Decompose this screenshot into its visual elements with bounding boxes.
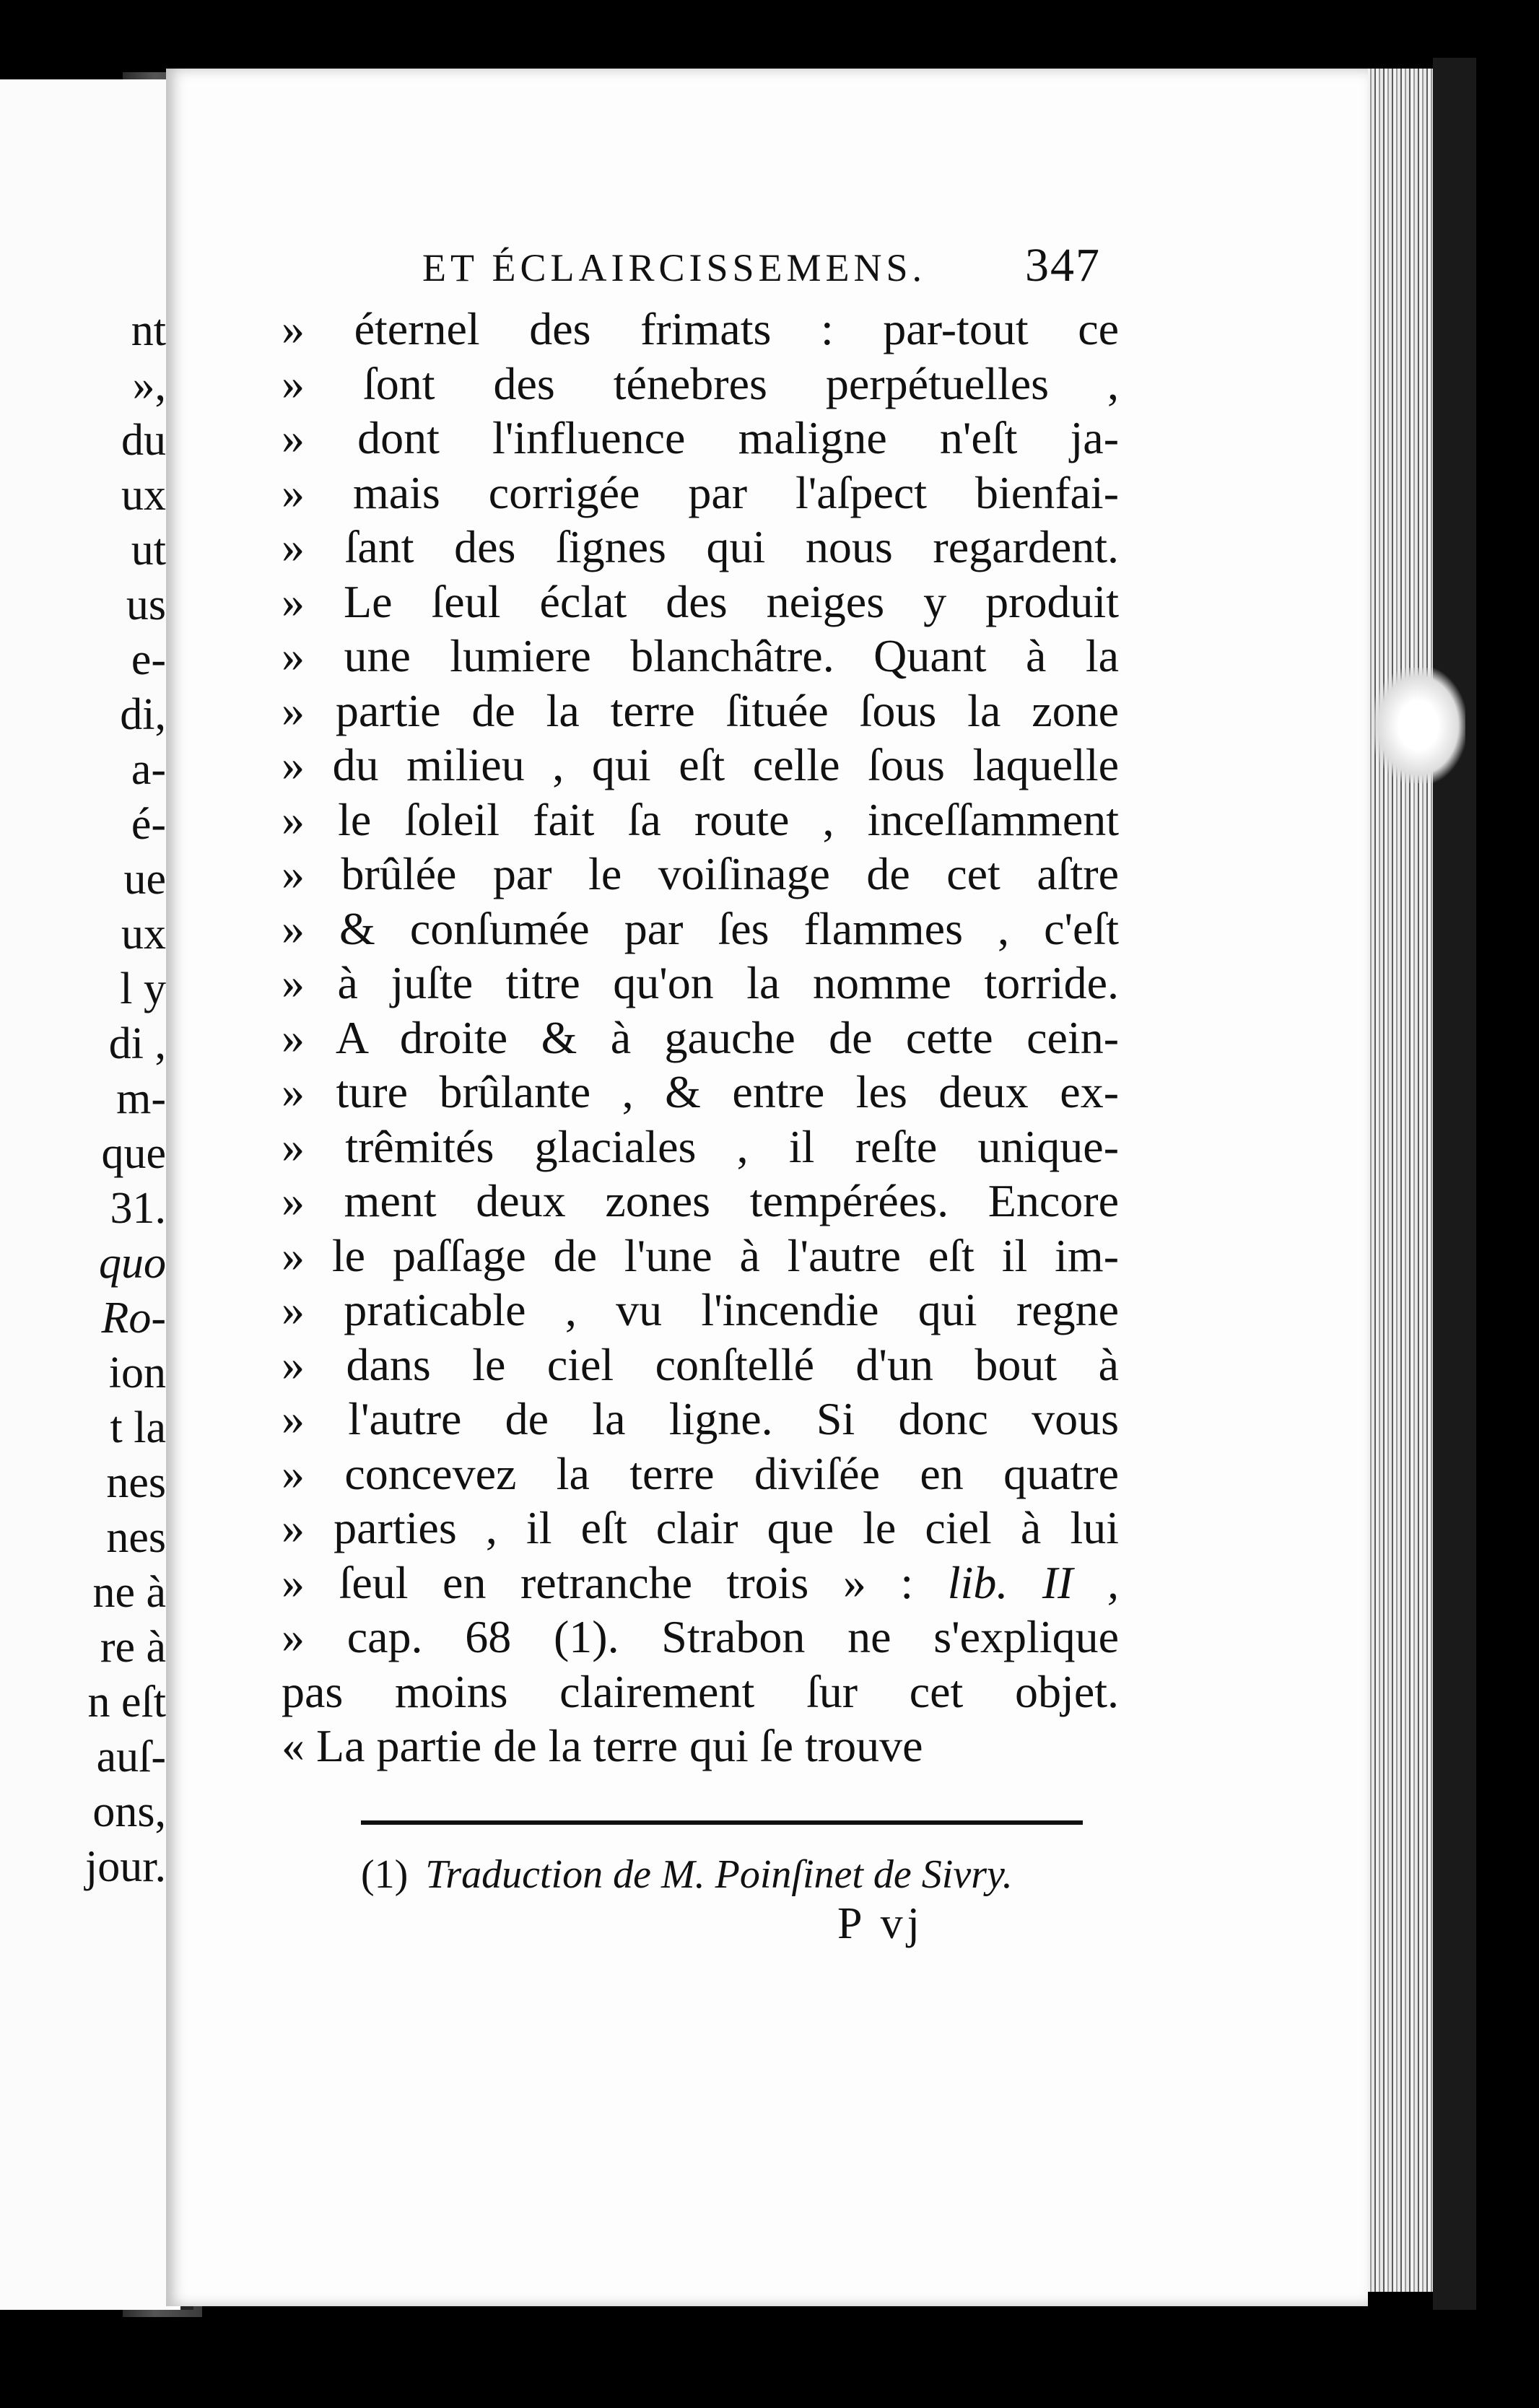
left-page-fragment: t la <box>110 1403 166 1452</box>
page-number: 347 <box>1025 239 1101 292</box>
left-page-fragment: que <box>101 1129 166 1178</box>
signature-mark: P vj <box>837 1899 924 1948</box>
text-line: » du milieu , qui eſt celle ſous laquelle <box>282 739 1119 790</box>
running-head: ET ÉCLAIRCISSEMENS. <box>422 246 927 289</box>
body-text <box>282 302 1119 1774</box>
text-line-main: » cap. 68 (1). Strabon ne s'explique <box>282 1611 1119 1662</box>
text-line: » ture brûlante , & entre les deux ex- <box>282 1066 1119 1117</box>
citation-reference: lib. II , <box>947 1556 1119 1608</box>
text-line: » ment deux zones tempérées. Encore <box>282 1175 1119 1226</box>
left-page-fragment: ux <box>121 471 166 520</box>
left-page-fragment: », <box>132 361 166 410</box>
left-page-fragment: re à <box>100 1623 166 1672</box>
left-page-fragment: Ro- <box>101 1294 166 1343</box>
left-page-fragment: a- <box>131 745 166 794</box>
left-page-text-fragments <box>0 303 173 1894</box>
text-line: » à juſte titre qu'on la nomme torride. <box>282 957 1119 1008</box>
left-page-fragment: 31. <box>110 1184 166 1233</box>
text-line: » A droite & à gauche de cette cein- <box>282 1011 1119 1063</box>
text-line: « La partie de la terre qui ſe trouve <box>282 1720 923 1771</box>
text-line: » trêmités glaciales , il reſte unique- <box>282 1120 1119 1172</box>
text-line: » praticable , vu l'incendie qui regne <box>282 1284 1119 1335</box>
left-page-fragment: du <box>121 416 166 465</box>
left-page-fragment: ion <box>108 1348 166 1397</box>
text-line: » le ſoleil fait ſa route , inceſſamment <box>282 793 1119 845</box>
footnote-rule <box>361 1820 1083 1825</box>
left-page-fragment: é- <box>131 800 166 849</box>
left-page-fragment: auſ- <box>96 1732 166 1781</box>
text-line-main: » ſeul en retranche trois » : <box>282 1556 948 1608</box>
text-line: » éternel des frimats : par-tout ce <box>282 303 1119 354</box>
left-page-fragment: m- <box>116 1074 166 1123</box>
text-line: » dans le ciel conſtellé d'un bout à <box>282 1338 1119 1390</box>
footnote-number: (1) <box>361 1852 409 1897</box>
left-page-fragment: ut <box>131 525 166 575</box>
left-page-fragment: di, <box>120 690 166 739</box>
text-line <box>282 1610 1119 1665</box>
paper-tear-mark <box>1372 668 1465 783</box>
text-line: pas moins clairement ſur cet objet. <box>282 1665 1119 1717</box>
text-line: » Le ſeul éclat des neiges y produit <box>282 575 1119 627</box>
left-page-fragment: ne à <box>92 1568 166 1617</box>
text-line: » partie de la terre ſituée ſous la zone <box>282 684 1119 736</box>
left-page-fragment: l y <box>120 964 166 1013</box>
text-line <box>282 1556 1119 1610</box>
text-line: » & conſumée par ſes flammes , c'eſt <box>282 902 1119 954</box>
left-page-fragment: n eſt <box>87 1678 166 1727</box>
text-line: » une lumiere blanchâtre. Quant à la <box>282 630 1119 681</box>
left-page-fragment: nes <box>106 1513 166 1562</box>
left-page-fragment: nt <box>131 306 166 355</box>
left-page-fragment: di , <box>108 1019 166 1068</box>
left-page-fragment: jour. <box>85 1842 166 1891</box>
footnote <box>361 1851 1112 1898</box>
left-page-fragment: us <box>126 580 166 629</box>
text-line: » le paſſage de l'une à l'autre eſt il im- <box>282 1229 1119 1281</box>
text-line: » mais corrigée par l'aſpect bienfai- <box>282 466 1119 518</box>
text-line: » concevez la terre diviſée en quatre <box>282 1447 1119 1499</box>
text-line: » ſant des ſignes qui nous regardent. <box>282 521 1119 572</box>
text-line: » parties , il eſt clair que le ciel à lui <box>282 1502 1119 1553</box>
left-page-fragment: quo <box>99 1239 166 1288</box>
text-line: » brûlée par le voiſinage de cet aſtre <box>282 848 1119 899</box>
left-page-fragment: e- <box>131 635 166 684</box>
text-line: » ſont des ténebres perpétuelles , <box>282 357 1119 409</box>
page-header <box>422 238 1101 303</box>
left-page-fragment: ons, <box>92 1787 166 1836</box>
left-page-fragment: nes <box>106 1458 166 1507</box>
binding-shadow <box>1433 58 1476 2310</box>
left-page-fragment: ux <box>121 909 166 959</box>
text-line: » l'autre de la ligne. Si donc vous <box>282 1393 1119 1444</box>
left-page-fragment: ue <box>123 855 166 904</box>
text-line: » dont l'influence maligne n'eſt ja- <box>282 412 1119 463</box>
left-page <box>0 79 193 2310</box>
footnote-text: Traduction de M. Poinſinet de Sivry. <box>425 1852 1013 1897</box>
